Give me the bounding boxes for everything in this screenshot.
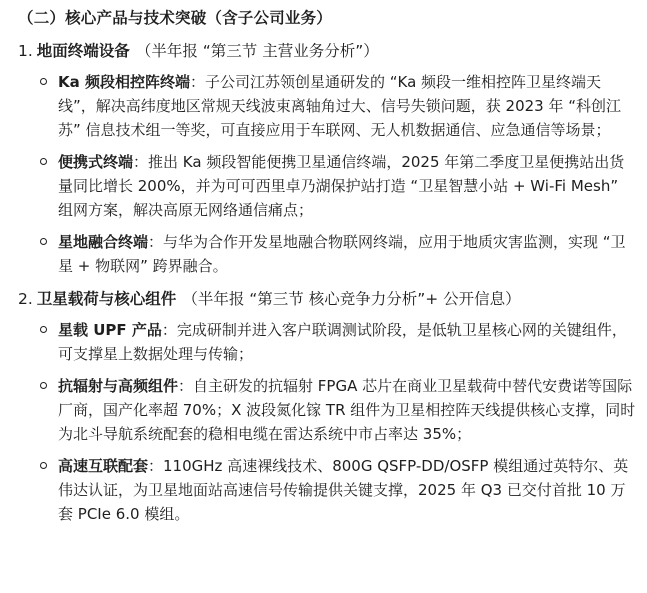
hollow-bullet-icon bbox=[40, 78, 47, 85]
list-item bbox=[40, 374, 637, 446]
bullet-list bbox=[18, 70, 637, 278]
section-source: （半年报 “第三节 核心竞争力分析”+ 公开信息） bbox=[182, 290, 521, 308]
item-text: ：自主研发的抗辐射 FPGA 芯片在商业卫星载荷中替代安费诺等国际厂商，国产化率超 70%；X 波段氮化镓 TR 组件为卫星相控阵天线提供核心支撑，同时为北斗导航系统配套的稳相电缆在雷达系统中市占率达 35%； bbox=[58, 377, 636, 443]
item-text: ：与华为合作开发星地融合物联网终端，应用于地质灾害监测，实现 “卫星 + 物联网” 跨界融合。 bbox=[58, 233, 626, 275]
item-text: ：完成研制并进入客户联调测试阶段，是低轨卫星核心网的关键组件，可支撑星上数据处理与传输； bbox=[58, 321, 627, 363]
section-number: 2. bbox=[18, 290, 33, 308]
section-source: （半年报 “第三节 主营业务分析”） bbox=[135, 42, 379, 60]
hollow-bullet-icon bbox=[40, 238, 47, 245]
bullet-list bbox=[18, 318, 637, 526]
section-heading: （二）核心产品与技术突破（含子公司业务） bbox=[18, 9, 333, 27]
hollow-bullet-icon bbox=[40, 158, 47, 165]
hollow-bullet-icon bbox=[40, 382, 47, 389]
section-title-row bbox=[18, 286, 637, 312]
list-item bbox=[40, 318, 637, 366]
section-number: 1. bbox=[18, 42, 33, 60]
item-label: 抗辐射与高频组件 bbox=[58, 377, 179, 395]
section-title: 卫星载荷与核心组件 bbox=[36, 290, 177, 308]
section-ground-terminals bbox=[18, 38, 637, 278]
item-text: ：推出 Ka 频段智能便携卫星通信终端，2025 年第二季度卫星便携站出货量同比增长 200%，并为可可西里卓乃湖保护站打造 “卫星智慧小站 + Wi-Fi Mesh” 组网方案，解决高原无网络通信痛点； bbox=[58, 153, 625, 219]
item-text: ：110GHz 高速裸线技术、800G QSFP-DD/OSFP 模组通过英特尔、英伟达认证，为卫星地面站高速信号传输提供关键支撑，2025 年 Q3 已交付首批 10 万套 PCIe 6.0 模组。 bbox=[58, 457, 629, 523]
list-item bbox=[40, 70, 637, 142]
item-label: 星载 UPF 产品 bbox=[58, 321, 162, 339]
item-label: 星地融合终端 bbox=[58, 233, 149, 251]
hollow-bullet-icon bbox=[40, 326, 47, 333]
item-label: 高速互联配套 bbox=[58, 457, 149, 475]
section-title: 地面终端设备 bbox=[36, 42, 130, 60]
section-title-row bbox=[18, 38, 637, 64]
item-text: ：子公司江苏领创星通研发的 “Ka 频段一维相控阵卫星终端天线”，解决高纬度地区常规天线波束离轴角过大、信号失锁问题，获 2023 年 “科创江苏” 信息技术组一等奖，可直接应用于车联网、无人机数据通信、应急通信等场景； bbox=[58, 73, 622, 139]
item-label: Ka 频段相控阵终端 bbox=[58, 73, 190, 91]
list-item bbox=[40, 150, 637, 222]
hollow-bullet-icon bbox=[40, 462, 47, 469]
list-item bbox=[40, 230, 637, 278]
list-item bbox=[40, 454, 637, 526]
item-label: 便携式终端 bbox=[58, 153, 134, 171]
section-satellite-payload bbox=[18, 286, 637, 526]
